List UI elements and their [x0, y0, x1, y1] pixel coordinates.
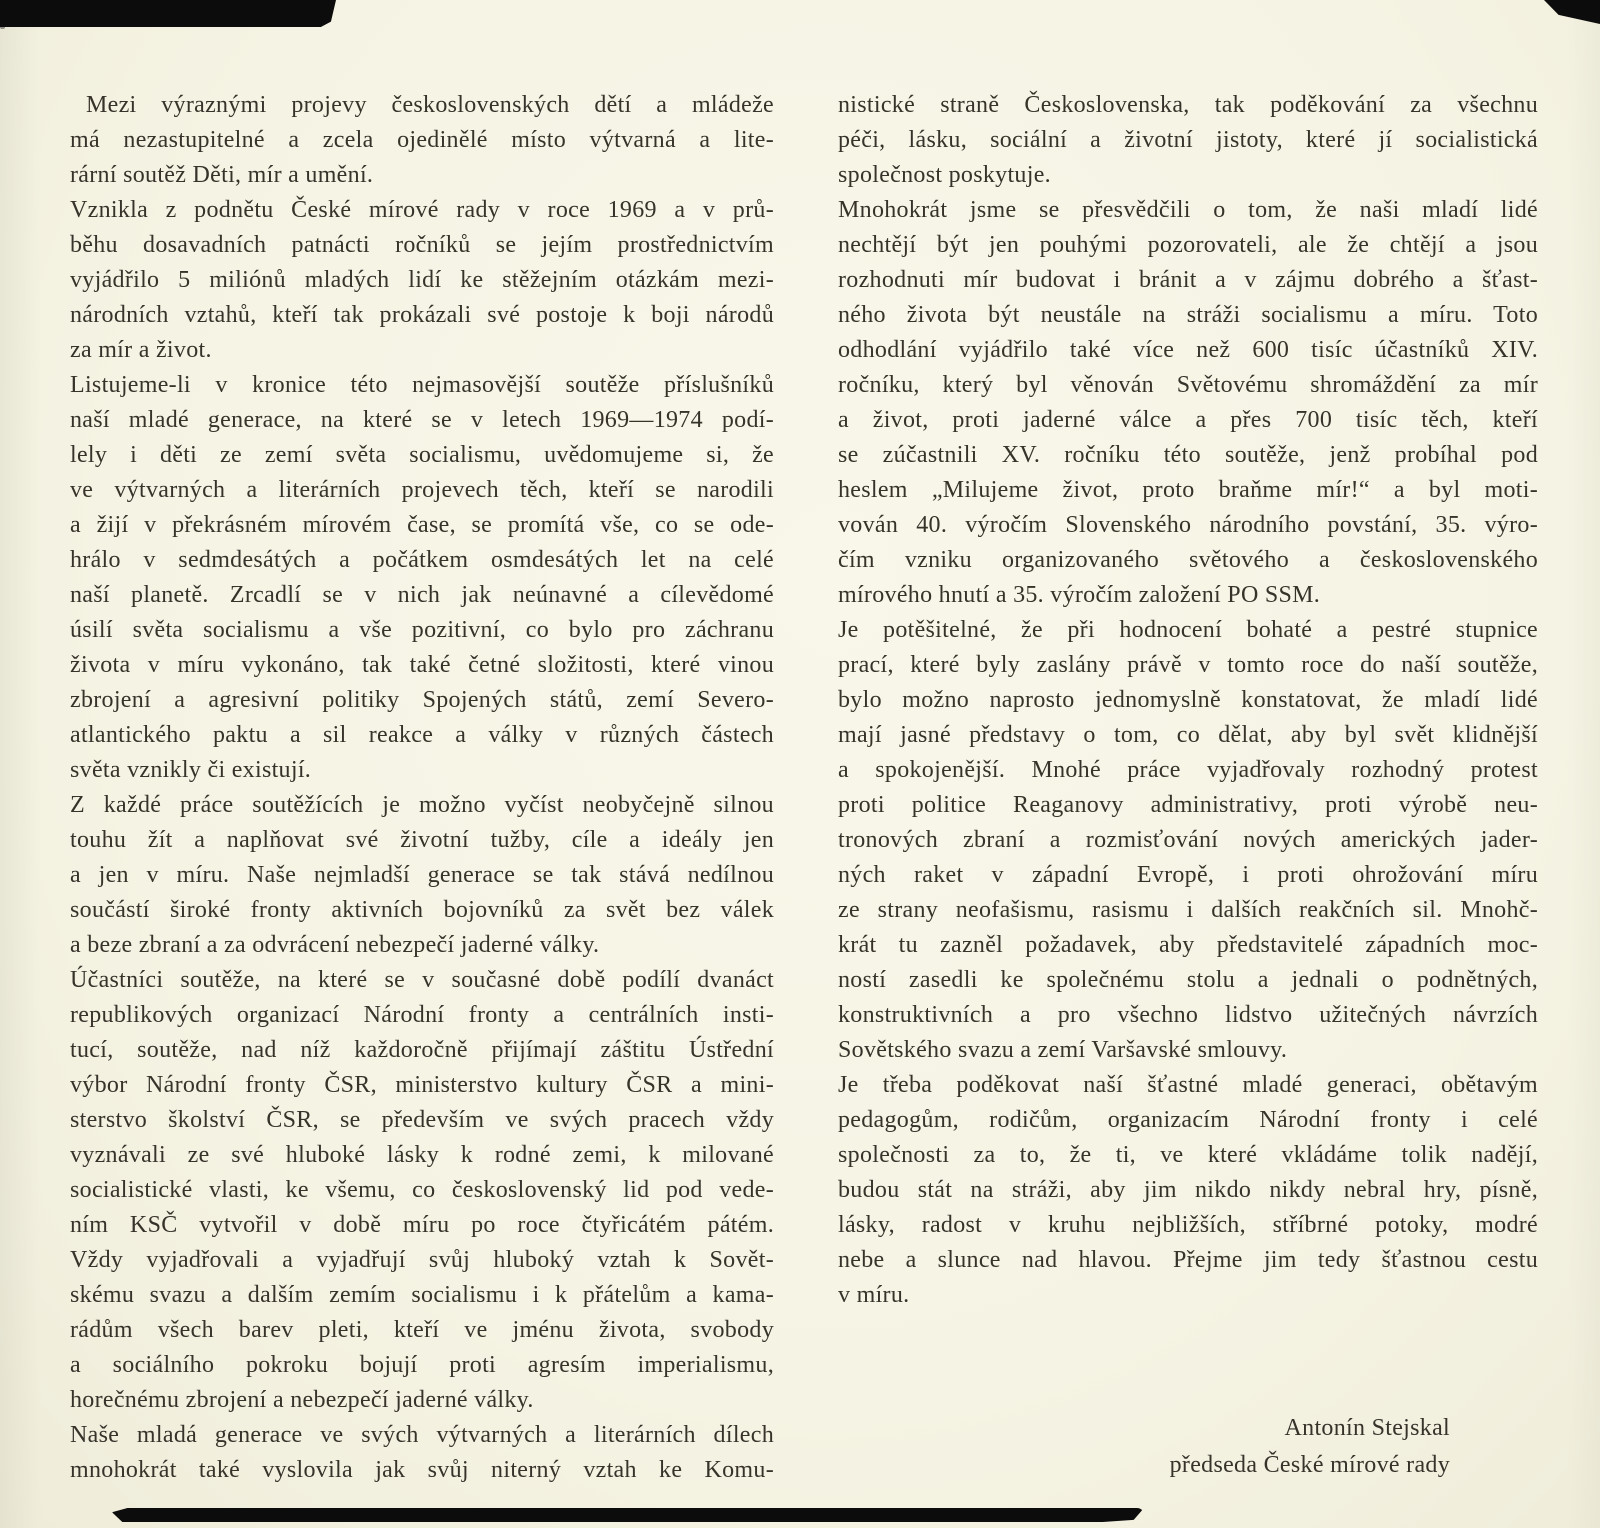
text-line: Vznikla z podnětu České mírové rady v roce 1969 a v prů-	[70, 197, 774, 223]
text-line: součástí široké fronty aktivních bojovníků za svět bez válek	[70, 897, 774, 923]
text-line: nebe a slunce nad hlavou. Přejme jim tedy šťastnou cestu	[838, 1247, 1538, 1273]
text-line: ného života být neustále na stráži socialismu a míru. Toto	[838, 302, 1538, 328]
text-line: společnost poskytuje.	[838, 162, 1051, 188]
text-line: rádům všech barev pleti, kteří ve jménu života, svobody	[70, 1317, 774, 1343]
text-line: nechtějí být jen pouhými pozorovateli, ale že chtějí a jsou	[838, 232, 1538, 258]
text-line: zbrojení a agresivní politiky Spojených států, zemí Severo-	[70, 687, 774, 713]
text-line: pedagogům, rodičům, organizacím Národní fronty i celé	[838, 1107, 1538, 1133]
text-line: nistické straně Československa, tak poděkování za všechnu	[838, 92, 1538, 118]
text-line: a žijí v překrásném mírovém čase, se promítá vše, co se ode-	[70, 512, 774, 538]
right-text-column	[838, 88, 1538, 1313]
text-line: Vždy vyjadřovali a vyjadřují svůj hluboký vztah k Sovět-	[70, 1247, 774, 1273]
text-line: konstruktivních a pro všechno lidstvo užitečných návrzích	[838, 1002, 1538, 1028]
text-line: výbor Národní fronty ČSR, ministerstvo kultury ČSR a mini-	[70, 1072, 774, 1098]
text-line: Mezi výraznými projevy československých dětí a mládeže	[86, 92, 774, 118]
text-line: proti politice Reaganovy administrativy, proti výrobě neu-	[838, 792, 1538, 818]
text-line: se zúčastnili XV. ročníku této soutěže, jenž probíhal pod	[838, 442, 1538, 468]
text-line: světa vznikly či existují.	[70, 757, 312, 783]
text-line: socialistické vlasti, ke všemu, co československý lid pod vede-	[70, 1177, 774, 1203]
text-line: Účastníci soutěže, na které se v současné době podílí dvanáct	[70, 967, 774, 993]
text-line: naší mladé generace, na které se v letech 1969—1974 podí-	[70, 407, 774, 433]
text-line: vován 40. výročím Slovenského národního povstání, 35. výro-	[838, 512, 1538, 538]
text-line: mnohokrát také vyslovila jak svůj niterný vztah ke Komu-	[70, 1457, 774, 1483]
text-line: bylo možno naprosto jednomyslně konstatovat, že mladí lidé	[838, 687, 1538, 713]
text-line: má nezastupitelné a zcela ojedinělé místo výtvarná a lite-	[70, 127, 774, 153]
text-line: Je potěšitelné, že při hodnocení bohaté a pestré stupnice	[838, 617, 1538, 643]
signature-block	[838, 1410, 1538, 1484]
scan-mark-bottom	[112, 1508, 1144, 1522]
text-line: čím vzniku organizovaného světového a československého	[838, 547, 1538, 573]
text-line: tucí, soutěže, nad níž každoročně přijímají záštitu Ústřední	[70, 1037, 774, 1063]
text-line: ročníku, který byl věnován Světovému shromáždění za mír	[838, 372, 1538, 398]
text-line: skému svazu a dalším zemím socialismu i k přátelům a kama-	[70, 1282, 774, 1308]
text-line: ných raket v západní Evropě, i proti ohrožování míru	[838, 862, 1538, 888]
text-line: budou stát na stráži, aby jim nikdo nikdy nebral hry, písně,	[838, 1177, 1538, 1203]
text-line: v míru.	[838, 1282, 910, 1308]
text-line: a život, proti jaderné válce a přes 700 tisíc těch, kteří	[838, 407, 1538, 433]
text-line: ve výtvarných a literárních projevech těch, kteří se narodili	[70, 477, 774, 503]
text-line: republikových organizací Národní fronty a centrálních insti-	[70, 1002, 774, 1028]
scan-mark-top-right	[1544, 0, 1600, 24]
text-line: touhu žít a naplňovat své životní tužby, cíle a ideály jen	[70, 827, 774, 853]
text-line: úsilí světa socialismu a vše pozitivní, co bylo pro záchranu	[70, 617, 774, 643]
text-line: Sovětského svazu a zemí Varšavské smlouvy.	[838, 1037, 1288, 1063]
text-line: společnosti za to, že ti, ve které vkládáme tolik nadějí,	[838, 1142, 1538, 1168]
text-line: národních vztahů, kteří tak prokázali své postoje k boji národů	[70, 302, 774, 328]
signature-name: Antonín Stejskal	[1284, 1415, 1450, 1441]
text-line: sterstvo školství ČSR, se především ve svých pracech vždy	[70, 1107, 774, 1133]
text-line: prací, které byly zaslány právě v tomto roce do naší soutěže,	[838, 652, 1538, 678]
text-line: ze strany neofašismu, rasismu i dalších reakčních sil. Mnohč-	[838, 897, 1538, 923]
text-line: lely i děti ze zemí světa socialismu, uvědomujeme si, že	[70, 442, 774, 468]
left-text-column	[70, 88, 774, 1488]
text-line: hrálo v sedmdesátých a počátkem osmdesátých let na celé	[70, 547, 774, 573]
text-line: naší planetě. Zrcadlí se v nich jak neúnavné a cílevědomé	[70, 582, 774, 608]
text-line: vyznávali ze své hluboké lásky k rodné zemi, k milované	[70, 1142, 774, 1168]
text-line: Je třeba poděkovat naší šťastné mladé generaci, obětavým	[838, 1072, 1538, 1098]
signature-title: předseda České mírové rady	[1169, 1452, 1450, 1478]
text-line: horečnému zbrojení a nebezpečí jaderné války.	[70, 1387, 534, 1413]
text-line: ním KSČ vytvořil v době míru po roce čtyřicátém pátém.	[70, 1212, 774, 1238]
text-line: mírového hnutí a 35. výročím založení PO SSM.	[838, 582, 1321, 608]
text-line: lásky, radost v kruhu nejbližších, stříbrné potoky, modré	[838, 1212, 1538, 1238]
text-line: péči, lásku, sociální a životní jistoty, které jí socialistická	[838, 127, 1538, 153]
text-line: Mnohokrát jsme se přesvědčili o tom, že naši mladí lidé	[838, 197, 1538, 223]
text-line: rární soutěž Děti, mír a umění.	[70, 162, 374, 188]
text-line: běhu dosavadních patnácti ročníků se jejím prostřednictvím	[70, 232, 774, 258]
text-line: a sociálního pokroku bojují proti agresím imperialismu,	[70, 1352, 774, 1378]
text-line: a spokojenější. Mnohé práce vyjadřovaly rozhodný protest	[838, 757, 1538, 783]
text-line: ností zasedli ke společnému stolu a jednali o podnětných,	[838, 967, 1538, 993]
text-line: heslem „Milujeme život, proto braňme mír!“ a byl moti-	[838, 477, 1538, 503]
text-line: mají jasné představy o tom, co dělat, aby byl svět klidnější	[838, 722, 1538, 748]
text-line: a jen v míru. Naše nejmladší generace se tak stává nedílnou	[70, 862, 774, 888]
text-line: rozhodnuti mír budovat i bránit a v zájmu dobrého a šťast-	[838, 267, 1538, 293]
text-line: krát tu zazněl požadavek, aby představitelé západních moc-	[838, 932, 1538, 958]
text-line: tronových zbraní a rozmisťování nových amerických jader-	[838, 827, 1538, 853]
text-line: Listujeme-li v kronice této nejmasovější soutěže příslušníků	[70, 372, 774, 398]
text-line: Z každé práce soutěžících je možno vyčíst neobyčejně silnou	[70, 792, 774, 818]
text-line: atlantického paktu a sil reakce a války v různých částech	[70, 722, 774, 748]
text-line: Naše mladá generace ve svých výtvarných a literárních dílech	[70, 1422, 774, 1448]
text-line: vyjádřilo 5 miliónů mladých lidí ke stěžejním otázkám mezi-	[70, 267, 774, 293]
text-line: a beze zbraní a za odvrácení nebezpečí jaderné války.	[70, 932, 600, 958]
text-line: života v míru vykonáno, tak také četné složitosti, které vinou	[70, 652, 774, 678]
text-line: za mír a život.	[70, 337, 212, 363]
scan-mark-top-left	[0, 0, 336, 27]
text-line: odhodlání vyjádřilo také více než 600 tisíc účastníků XIV.	[838, 337, 1538, 363]
